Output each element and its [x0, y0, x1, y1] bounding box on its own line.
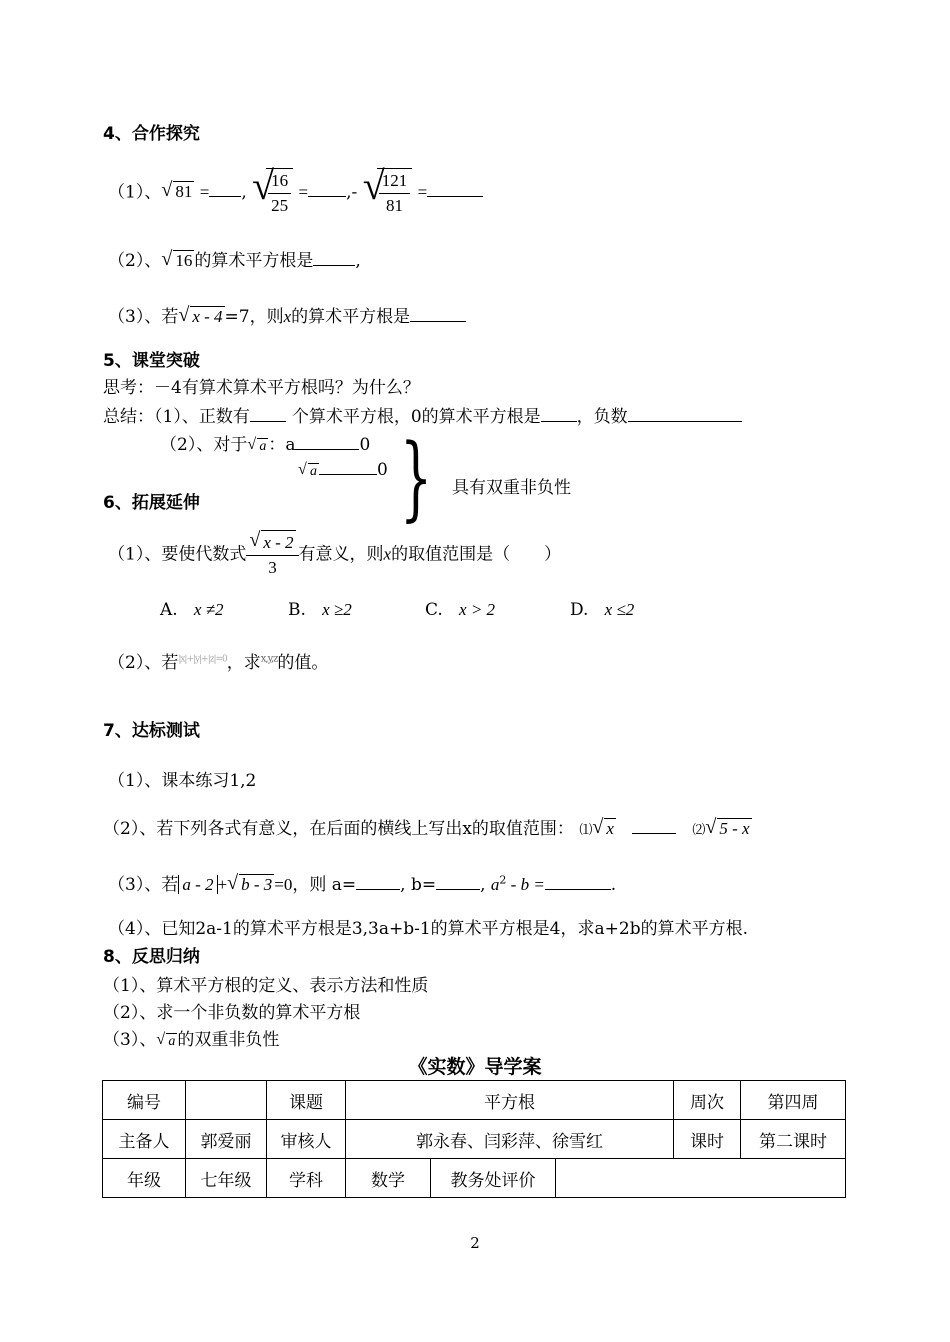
- cell-label-author: 主备人: [103, 1120, 186, 1159]
- answer-blank: [308, 182, 346, 197]
- cell-label-topic: 课题: [267, 1081, 346, 1120]
- think-question: 思考：－4有算术算术平方根吗？为什么？: [103, 378, 420, 398]
- answer-blank: [313, 251, 355, 266]
- option-c: C. x > 2: [425, 600, 496, 620]
- cell-label-reviewer: 审核人: [267, 1120, 346, 1159]
- cell-reviewer-value: 郭永春、闫彩萍、徐雪红: [346, 1120, 674, 1159]
- table-title: 《实数》导学案: [408, 1056, 542, 1078]
- cell-number-value: [186, 1081, 267, 1120]
- table-row: [103, 1159, 846, 1198]
- reflect-item-3: （3）、 √ a 的双重非负性: [103, 1030, 280, 1050]
- s6-question-2: （2）、若$^{|x|+|y|+|z|=0}$，求$^{x,y,z}$的值。: [108, 653, 329, 673]
- sqrt-frac-121-81: √ $\frac{121}{81}$: [363, 168, 413, 218]
- sqrt-81: √ 81: [161, 179, 193, 202]
- s4-question-3: （3）、若 √ x - 4 =7，则x的算术平方根是: [108, 302, 466, 327]
- cell-subject-value: 数学: [346, 1159, 431, 1198]
- s7-question-3: （3）、若 a - 2 + √ b - 3 =0，则 a= , b= , $a^2$ - b = .: [108, 872, 617, 895]
- option-d: D. x ≤2: [570, 600, 635, 620]
- right-brace: }: [400, 424, 433, 531]
- sqrt-x-minus-4: √ x - 4: [178, 304, 223, 326]
- lesson-info-table: [102, 1080, 846, 1198]
- cell-topic-value: 平方根: [346, 1081, 674, 1120]
- summary-line-1: 总结：（1）、正数有 个算术平方根，0的算术平方根是 ，负数: [103, 402, 742, 427]
- summary-line-2: （2）、对于 √ a ：a 0: [160, 435, 371, 455]
- cell-week-value: 第四周: [741, 1081, 846, 1120]
- sqrt-16: √ 16: [161, 248, 193, 270]
- cell-label-period: 课时: [674, 1120, 741, 1159]
- section-6-heading: 6、拓展延伸: [103, 493, 200, 513]
- cell-label-subject: 学科: [267, 1159, 346, 1198]
- reflect-item-1: （1）、算术平方根的定义、表示方法和性质: [103, 976, 429, 996]
- s6-question-1: （1）、要使代数式 √ x - 2 3 有意义，则x的取值范围是（ ）: [108, 530, 561, 580]
- page-number: 2: [470, 1234, 480, 1252]
- reflect-item-2: （2）、求一个非负数的算术平方根: [103, 1003, 361, 1023]
- brace-label: 具有双重非负性: [452, 478, 571, 498]
- section-4-heading: 4、合作探究: [103, 124, 200, 144]
- cell-label-evaluation: 教务处评价: [431, 1159, 556, 1198]
- s4-question-2: （2）、 √ 16 的算术平方根是 ,: [108, 248, 361, 271]
- s7-question-2: （2）、若下列各式有意义，在后面的横线上写出x的取值范围： ⑴ √ x ⑵ √ 5 - x: [103, 816, 750, 839]
- cell-label-grade: 年级: [103, 1159, 186, 1198]
- table-row: [103, 1120, 846, 1159]
- section-5-heading: 5、课堂突破: [103, 351, 200, 371]
- s7-question-4: （4）、已知2a-1的算术平方根是3,3a+b-1的算术平方根是4，求a+2b的算术平方根.: [108, 919, 748, 939]
- faint-variables-image: x,y,z: [260, 653, 278, 665]
- section-8-heading: 8、反思归纳: [103, 947, 200, 967]
- s4-question-1: （1）、 √ 81 = , √ $\frac{16}{25}$ = ,- √ $\frac{121}{81}$ =: [108, 168, 483, 218]
- answer-blank: [209, 182, 241, 197]
- answer-blank: [410, 307, 466, 322]
- cell-evaluation-value: [556, 1159, 846, 1198]
- cell-label-number: 编号: [103, 1081, 186, 1120]
- s7-question-1: （1）、课本练习1,2: [108, 771, 257, 791]
- summary-line-3: √ a 0: [298, 460, 388, 480]
- faint-equation-image: |x|+|y|+|z|=0: [178, 654, 227, 665]
- option-a: A. x ≠2: [160, 600, 224, 620]
- section-7-heading: 7、达标测试: [103, 721, 200, 741]
- answer-blank: [427, 182, 483, 197]
- cell-grade-value: 七年级: [186, 1159, 267, 1198]
- option-b: B. x ≥2: [288, 600, 352, 620]
- cell-label-week: 周次: [674, 1081, 741, 1120]
- sqrt-frac-16-25: √ $\frac{16}{25}$: [252, 168, 293, 218]
- fraction-sqrt-x-2-over-3: √ x - 2 3: [246, 530, 298, 580]
- cell-period-value: 第二课时: [741, 1120, 846, 1159]
- cell-author-value: 郭爱丽: [186, 1120, 267, 1159]
- q-label: （1）、: [108, 182, 162, 203]
- table-row: [103, 1081, 846, 1120]
